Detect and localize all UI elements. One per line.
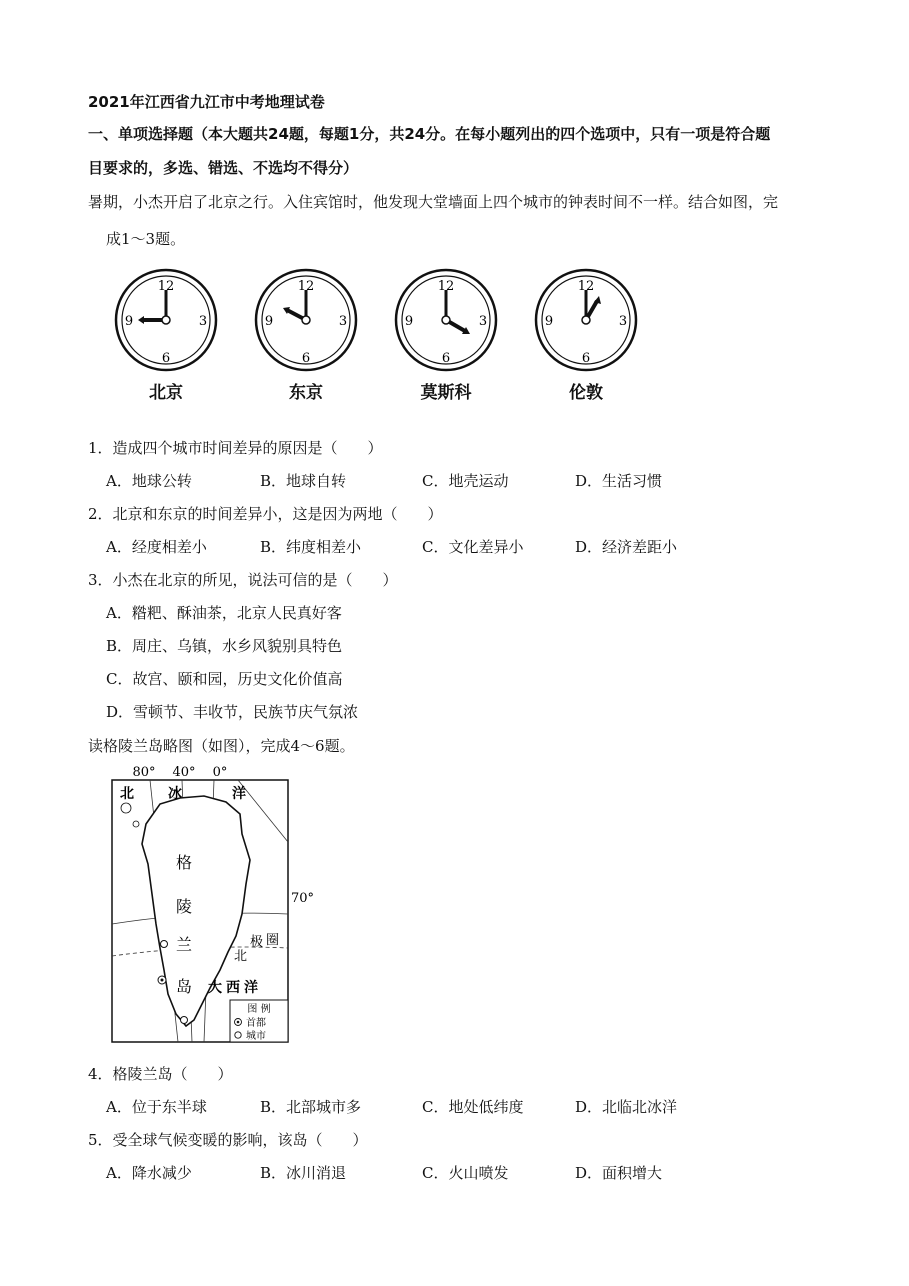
question-1-option-a[interactable]: A．地球公转 (106, 472, 192, 490)
question-1-option-d[interactable]: D．生活习惯 (575, 472, 663, 490)
clock-numeral: 3 (338, 314, 348, 329)
legend-item-city: 城市 (246, 1031, 266, 1042)
arctic-circle-char: 圈 (266, 933, 280, 948)
clock-london (536, 270, 636, 370)
clock-label-beijing: 北京 (149, 383, 183, 403)
clock-numeral: 6 (301, 351, 311, 366)
clock-numeral: 3 (618, 314, 628, 329)
arctic-circle-char: 北 (234, 949, 248, 964)
greenland-map (108, 764, 328, 1044)
clocks-svg (108, 262, 648, 372)
intro-map: 读格陵兰岛略图（如图），完成4～6题。 (88, 737, 355, 755)
clocks-figure (108, 262, 648, 412)
clock-numeral: 12 (157, 279, 175, 294)
atlantic-label: 大西洋 (208, 980, 262, 996)
question-2-option-a[interactable]: A．经度相差小 (106, 538, 207, 556)
section-heading-line2: 目要求的，多选、错选、不选均不得分） (88, 159, 359, 177)
question-5-option-c[interactable]: C．火山喷发 (422, 1164, 509, 1182)
question-3-stem: 3．小杰在北京的所见，说法可信的是（ ） (88, 571, 398, 589)
question-2-stem: 2．北京和东京的时间差异小，这是因为两地（ ） (88, 505, 443, 523)
question-1-option-b[interactable]: B．地球自转 (260, 472, 347, 490)
clock-beijing (116, 270, 216, 370)
question-5-option-d[interactable]: D．面积增大 (575, 1164, 663, 1182)
question-3-option-b[interactable]: B．周庄、乌镇，水乡风貌别具特色 (106, 637, 343, 655)
question-5-stem: 5．受全球气候变暖的影响，该岛（ ） (88, 1131, 368, 1149)
clock-numeral: 3 (198, 314, 208, 329)
lon-label-40: 40° (172, 765, 196, 780)
island-label-char: 岛 (176, 977, 193, 996)
island-label-char: 格 (176, 853, 193, 872)
question-2-option-d[interactable]: D．经济差距小 (575, 538, 678, 556)
lat-label-70: 70° (291, 891, 315, 906)
question-3-option-a[interactable]: A．糌粑、酥油茶，北京人民真好客 (106, 604, 342, 622)
arctic-circle-char: 极 (250, 935, 264, 950)
intro-line2: 成1～3题。 (106, 230, 186, 248)
intro-line1: 暑期，小杰开启了北京之行。入住宾馆时，他发现大堂墙面上四个城市的钟表时间不一样。结合如图，完 (88, 193, 779, 211)
clock-numeral: 12 (577, 279, 595, 294)
clock-numeral: 9 (124, 314, 134, 329)
question-2-option-b[interactable]: B．纬度相差小 (260, 538, 362, 556)
island-label-char: 兰 (176, 935, 193, 954)
section-heading-line1: 一、单项选择题（本大题共24题，每题1分，共24分。在每小题列出的四个选项中，只有一项是符合题 (88, 125, 771, 143)
question-1-stem: 1．造成四个城市时间差异的原因是（ ） (88, 439, 383, 457)
question-4-option-b[interactable]: B．北部城市多 (260, 1098, 362, 1116)
legend-title: 图 例 (247, 1004, 271, 1015)
clock-numeral: 12 (437, 279, 455, 294)
document-title: 2021年江西省九江市中考地理试卷 (88, 93, 325, 111)
island-label-char: 陵 (176, 897, 193, 916)
clock-numeral: 6 (581, 351, 591, 366)
clock-tokyo (256, 270, 356, 370)
clock-label-moscow: 莫斯科 (420, 383, 472, 403)
clock-label-london: 伦敦 (569, 383, 603, 403)
ocean-label-char: 北 (120, 786, 134, 802)
ocean-label-char: 洋 (232, 786, 246, 802)
clock-moscow (396, 270, 496, 370)
question-5-option-a[interactable]: A．降水减少 (106, 1164, 192, 1182)
question-1-option-c[interactable]: C．地壳运动 (422, 472, 509, 490)
clock-numeral: 9 (404, 314, 414, 329)
legend-item-capital: 首都 (246, 1018, 266, 1029)
clock-numeral: 12 (297, 279, 315, 294)
question-4-option-a[interactable]: A．位于东半球 (106, 1098, 207, 1116)
question-4-option-c[interactable]: C．地处低纬度 (422, 1098, 524, 1116)
greenland-map-svg (108, 764, 328, 1044)
lon-label-0: 0° (212, 765, 228, 780)
question-4-option-d[interactable]: D．北临北冰洋 (575, 1098, 678, 1116)
question-3-option-d[interactable]: D．雪顿节、丰收节，民族节庆气氛浓 (106, 703, 359, 721)
clock-label-tokyo: 东京 (289, 383, 323, 403)
question-4-stem: 4．格陵兰岛（ ） (88, 1065, 233, 1083)
clock-numeral: 6 (441, 351, 451, 366)
lon-label-80: 80° (132, 765, 156, 780)
clock-numeral: 9 (544, 314, 554, 329)
clock-numeral: 9 (264, 314, 274, 329)
ocean-label-char: 冰 (168, 786, 182, 802)
clock-numeral: 3 (478, 314, 488, 329)
question-3-option-c[interactable]: C．故宫、颐和园，历史文化价值高 (106, 670, 343, 688)
question-5-option-b[interactable]: B．冰川消退 (260, 1164, 347, 1182)
question-2-option-c[interactable]: C．文化差异小 (422, 538, 524, 556)
clock-numeral: 6 (161, 351, 171, 366)
